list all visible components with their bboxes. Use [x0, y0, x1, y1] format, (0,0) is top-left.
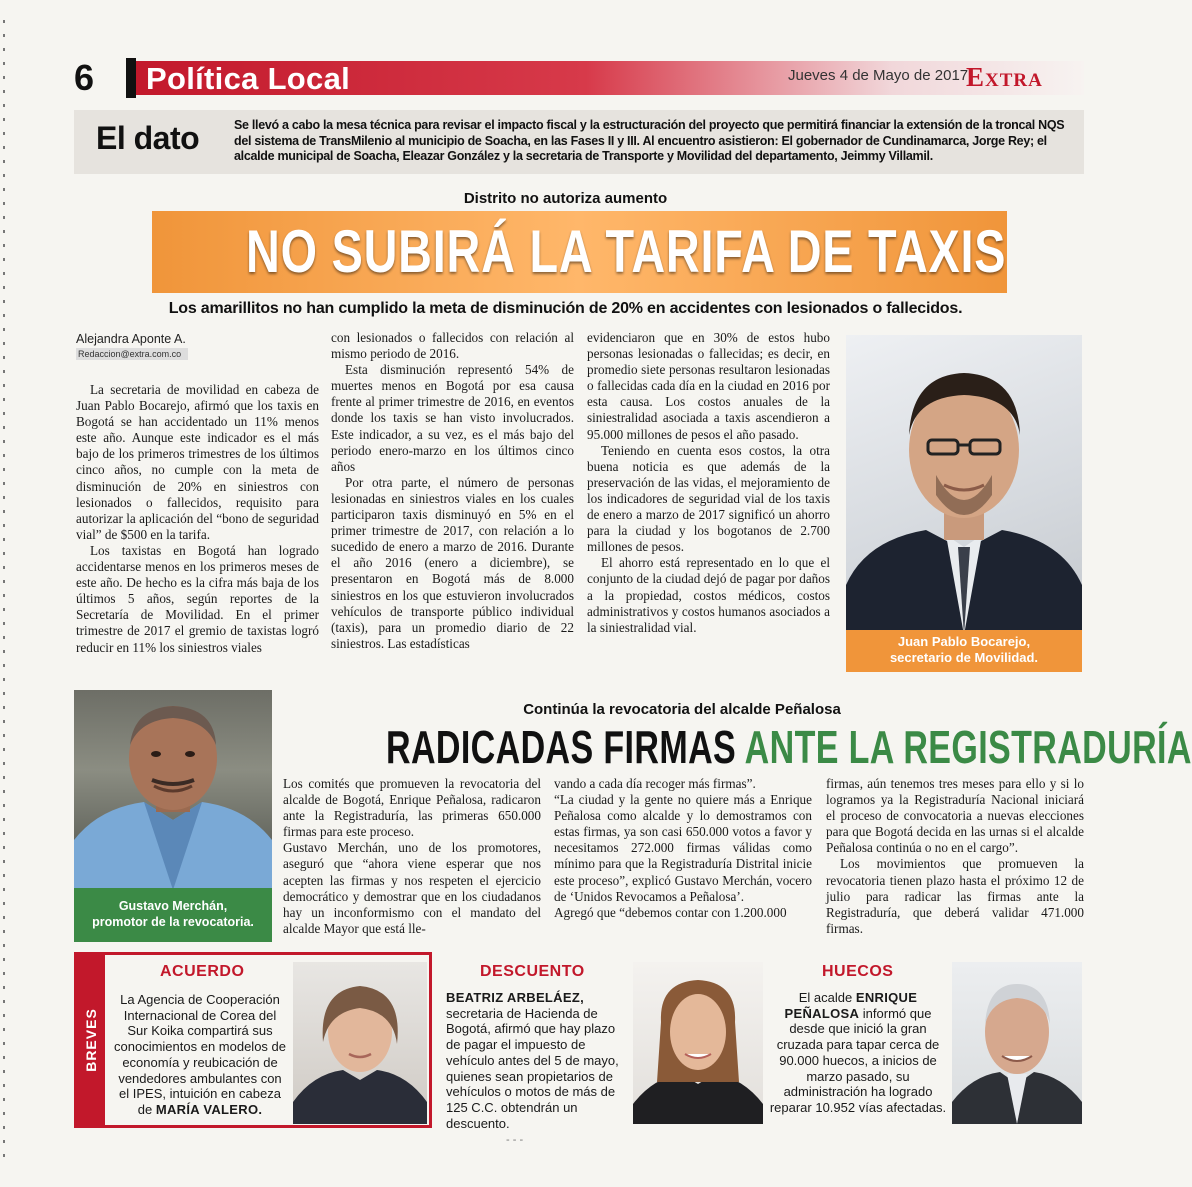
breves-label: BREVES	[83, 1008, 99, 1072]
brief-body: La Agencia de Cooperación Internacional de Corea del Sur Koika compartirá sus conocimientos en modelos de economía y reubicación de vendedores ambulantes con el IPES, intuición en cabeza de	[114, 992, 286, 1117]
story2-column-2	[554, 776, 812, 921]
photo-caption-bocarejo	[846, 630, 1082, 672]
paragraph: vando a cada día recoger más firmas”.	[554, 776, 756, 791]
page-mark: - - -	[506, 1134, 524, 1146]
paragraph: Agregó que “debemos contar con 1.200.000	[554, 904, 787, 920]
brief-body: secretaria de Hacienda de Bogotá, afirmó que hay plazo de pagar el impuesto de vehículo antes del 5 de mayo, quienes sean propietarios de vehículos o motos de más de 125 C.C. obtendrán un descuento.	[446, 1005, 619, 1131]
issue-date: Jueves 4 de Mayo de 2017	[788, 67, 969, 84]
portrait-woman-icon	[293, 962, 427, 1124]
brief-bold-name: MARÍA VALERO.	[155, 1101, 263, 1117]
story1-column-3	[587, 330, 830, 636]
brief-bold-name: BEATRIZ ARBELÁEZ,	[446, 990, 584, 1005]
paragraph: La secretaria de movilidad en cabeza de Juan Pablo Bocarejo, afirmó que los taxis en Bogotá se han accidentado un 11% menos este año. Aunque este indicador es el más bajo de los primeros trimestres de los últimos cinco años, no cumple con la meta de disminución de 20% en siniestros con lesionados o fallecidos, requisito para autorizar la aplicación del “bono de seguridad vial” de $500 en la tarifa.	[76, 382, 319, 542]
caption-role: promotor de la revocatoria.	[92, 915, 254, 929]
caption-name: Gustavo Merchán,	[118, 899, 228, 913]
photo-maria-valero	[293, 962, 427, 1124]
paragraph: Los taxistas en Bogotá han logrado accidentarse menos en los primeros meses de este año. De hecho es la cifra más baja de los últimos 5 años, según reportes de la Secretaría de Movilidad. En el primer trimestre de 2017 el gremio de taxistas logró reducir en 11% los siniestros viales	[76, 542, 319, 655]
story2-title-black: RADICADAS FIRMAS	[386, 721, 737, 773]
brief-pre: El acalde	[798, 990, 853, 1005]
paragraph: firmas, aún tenemos tres meses para ello y si lo logramos ya la Registraduría Nacional iniciará el proceso de convocatoria a nuevas elecciones para que Bogotá decida en las urnas si el alcalde Peñalosa continúa o no en el cargo”.	[826, 776, 1084, 856]
photo-merchan	[74, 690, 272, 890]
brief-body: informó que desde que inició la gran cruzada para tapar cerca de 90.000 huecos, a inicios de marzo pasado, su administración ha logrado reparar 10.952 vías afectadas.	[769, 1005, 947, 1115]
portrait-man-jacket-icon	[74, 690, 272, 890]
portrait-older-man-icon	[952, 962, 1082, 1124]
brief-text-descuento	[446, 990, 624, 1131]
author-email: Redaccion@extra.com.co	[76, 348, 188, 360]
brief-heading-acuerdo: ACUERDO	[160, 963, 245, 980]
story1-kicker: Distrito no autoriza aumento	[463, 190, 668, 207]
story2-column-1	[283, 776, 541, 937]
story1-title: NO SUBIRÁ LA TARIFA DE TAXIS	[246, 218, 1007, 285]
el-dato-text: Se llevó a cabo la mesa técnica para revisar el impacto fiscal y la estructuración del proyecto que permitirá financiar la extensión de la troncal NQS del sistema de TransMilenio al municipio de Soacha, en las Fases II y III. Al encuentro asistieron: El gobernador de Cundinamarca, Jorge Rey; el alcalde municipal de Soacha, Eleazar González y la secretaria de Transporte y Movilidad del departamento, Jeimmy Villamil.	[234, 118, 1065, 163]
brief-bold-name: ENRIQUE PEÑALOSA	[784, 990, 918, 1021]
paragraph: “La ciudad y la gente no quiere más a Enrique Peñalosa como alcalde y lo demostramos con estas firmas, ya son casi 650.000 votos a favor y necesitamos 272.000 firmas válidas como mínimo para que la Registraduría Distrital inicie este proceso”, explicó Gustavo Merchán, vocero de ‘Unidos Revocamos a Peñalosa’.	[554, 792, 812, 904]
section-bar	[126, 58, 136, 98]
page-number: 6	[74, 57, 95, 98]
brief-text-acuerdo	[112, 992, 288, 1118]
page-header	[74, 58, 1084, 98]
breves-tab	[77, 955, 105, 1125]
el-dato-box	[74, 110, 1084, 174]
paragraph: Esta disminución representó 54% de muertes menos en Bogotá por esa causa frente al primer trimestre de 2016, en eventos donde los taxis se han visto involucrados. Este indicador, a su vez, es el más bajo del periodo enero-marzo en los últimos cinco años	[331, 362, 574, 474]
photo-bocarejo	[846, 335, 1082, 635]
brand-logo: Extra	[966, 62, 1043, 92]
paragraph: Los comités que promueven la revocatoria del alcalde de Bogotá, Enrique Peñalosa, radicaron ante la Registraduría, las primeras 650.000 firmas para este proceso.	[283, 776, 541, 840]
story2-title-green: ANTE LA REGISTRADURÍA	[744, 721, 1192, 773]
story2-title	[386, 720, 1192, 774]
story2-kicker: Continúa la revocatoria del alcalde Peñalosa	[523, 701, 841, 718]
paragraph: evidenciaron que en 30% de estos hubo personas lesionadas o fallecidas; es decir, en promedio siete personas resultaron lesionadas o fallecidas cada día en la ciudad en 2016 por esta causa. Los costos anuales de la siniestralidad asociada a taxis ascendieron a 95.000 millones de pesos el año pasado.	[587, 330, 830, 442]
photo-enrique-penalosa	[952, 962, 1082, 1124]
portrait-woman-icon	[633, 962, 763, 1124]
caption-name: Juan Pablo Bocarejo,	[897, 634, 1031, 649]
story1-column-2	[331, 330, 574, 652]
story1-column-1	[76, 382, 319, 656]
paragraph: El ahorro está representado en lo que el conjunto de la ciudad dejó de pagar por daños a la propiedad, costos médicos, costos administrativos y costos humanos asociados a la siniestralidad vial.	[587, 555, 830, 635]
brief-heading-huecos: HUECOS	[822, 963, 894, 980]
story2-column-3	[826, 776, 1084, 937]
paragraph: Los movimientos que promueven la revocatoria tienen plazo hasta el próximo 12 de julio para radicar las firmas ante la Registraduría, que deberá validar 471.000 firmas.	[826, 856, 1084, 936]
photo-caption-merchan	[74, 888, 272, 942]
brief-text-huecos	[768, 990, 948, 1116]
paragraph: Teniendo en cuenta esos costos, la otra buena noticia es que además de la preservación de las vidas, el mejoramiento de los indicadores de seguridad vial de los taxis de enero a marzo de 2017 significó un ahorro para la ciudad y los bogotanos de 2.700 millones de pesos.	[587, 442, 830, 555]
paragraph: Por otra parte, el número de personas lesionadas en siniestros viales en los cuales participaron taxis disminuyó en 5% en el primer trimestre de 2017, con relación a lo sucedido de enero a marzo de 2016. Durante el año 2016 (enero a diciembre), se presentaron en Bogotá más de 8.000 siniestros en los que estuvieron involucrados vehículos de transporte público individual (taxis), para un promedio diario de 22 siniestros. Las estadísticas	[331, 474, 574, 651]
caption-role: secretario de Movilidad.	[889, 650, 1039, 665]
story1-subtitle: Los amarillitos no han cumplido la meta de disminución de 20% en accidentes con lesionados o fallecidos.	[168, 300, 963, 317]
portrait-man-suit-icon	[846, 335, 1082, 635]
paragraph: con lesionados o fallecidos con relación al mismo periodo de 2016.	[331, 330, 574, 362]
el-dato-label: El dato	[96, 120, 200, 156]
paragraph: Gustavo Merchán, uno de los promotores, aseguró que “ahora viene esperar que nos acepten las firmas y nos respeten el ejercicio democrático y demostrar que en los ciudadanos hay un inconformismo con el mandato del alcalde Mayor que está lle-	[283, 840, 541, 936]
section-title: Política Local	[146, 61, 351, 96]
byline: Alejandra Aponte A.	[76, 332, 186, 346]
photo-beatriz-arbelaez	[633, 962, 763, 1124]
brief-heading-descuento: DESCUENTO	[480, 963, 585, 980]
